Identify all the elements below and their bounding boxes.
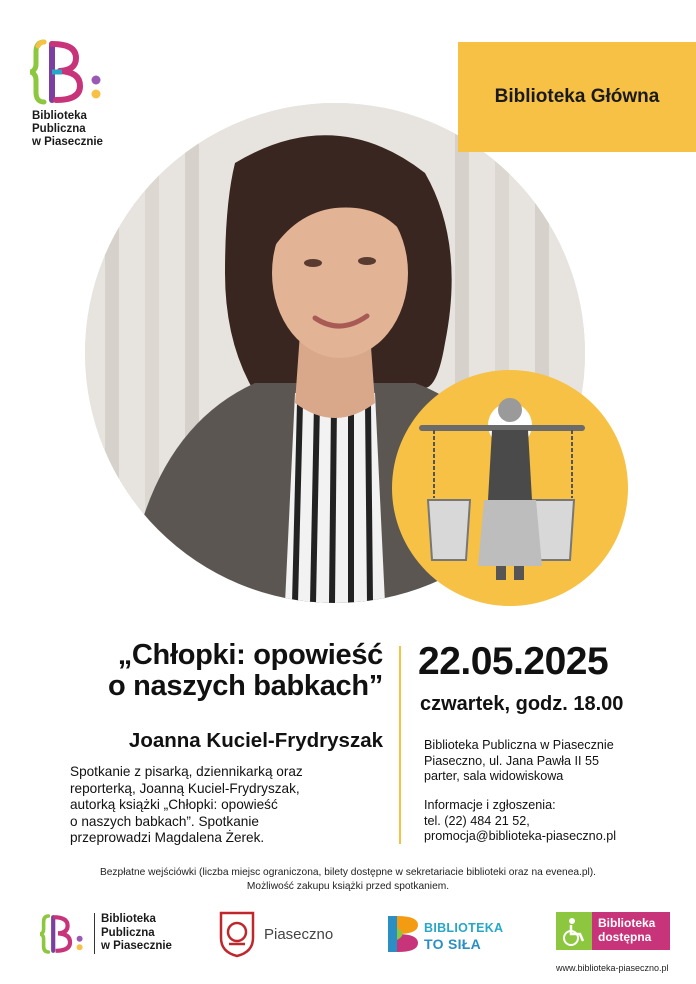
- biblioteka-to-sila-logo: [386, 914, 516, 958]
- library-logo: [30, 36, 140, 148]
- peasant-woman-with-buckets-icon: [392, 370, 628, 606]
- bts-line-1: BIBLIOTEKA: [424, 921, 504, 935]
- desc-line-2: reporterką, Joanną Kuciel-Frydryszak,: [70, 780, 300, 796]
- info-email[interactable]: promocja@biblioteka-piaseczno.pl: [424, 829, 616, 843]
- event-title-line-2: o naszych babkach”: [107, 670, 383, 702]
- bd-line-2: dostępna: [598, 930, 652, 944]
- ticket-note-line-1: Bezpłatne wejściówki (liczba miejsc ograniczona, bilety dostępne w sekretariacie biblioteki oraz na evenea.pl).: [99, 867, 597, 878]
- info-phone[interactable]: tel. (22) 484 21 52,: [424, 813, 530, 828]
- logo-line-3: w Piasecznie: [32, 136, 103, 148]
- footer-logo-line-1: Biblioteka: [101, 913, 156, 925]
- event-title: [63, 640, 383, 702]
- footer-library-logo: [40, 910, 190, 960]
- addr-line-3: parter, sala widowiskowa: [424, 769, 564, 783]
- website-link[interactable]: www.biblioteka-piaseczno.pl: [556, 963, 669, 973]
- desc-line-3: autorką książki „Chłopki: opowieść: [70, 797, 278, 812]
- event-time: czwartek, godz. 18.00: [420, 693, 624, 715]
- addr-line-2: Piaseczno, ul. Jana Pawła II 55: [424, 753, 600, 768]
- library-logo-mark-icon: [30, 36, 110, 108]
- event-address: [424, 738, 684, 785]
- biblioteka-to-sila-mark-icon: [386, 914, 420, 954]
- info-heading: Informacje i zgłoszenia:: [424, 798, 556, 812]
- desc-line-5: przeprowadzi Magdalena Żerek.: [70, 830, 265, 845]
- location-badge-label: Biblioteka Główna: [494, 86, 660, 107]
- dostepna-label: [592, 912, 670, 950]
- footer-library-logo-text: [94, 913, 172, 954]
- ticket-note: [0, 866, 696, 893]
- author-name: Joanna Kuciel-Frydryszak: [128, 729, 383, 752]
- book-illustration-circle: [392, 370, 628, 606]
- divider-line: [399, 646, 401, 844]
- library-logo-text: [32, 110, 142, 149]
- wheelchair-icon: [556, 912, 592, 950]
- biblioteka-dostepna-logo: [556, 912, 670, 950]
- piaseczno-logo: [218, 910, 348, 960]
- piaseczno-coat-of-arms-icon: [218, 910, 256, 958]
- accessibility-block: [556, 912, 592, 950]
- event-title-line-1: „Chłopki: opowieść: [117, 639, 383, 671]
- footer-logo-line-2: Publiczna: [101, 926, 155, 939]
- desc-line-1: Spotkanie z pisarką, dziennikarką oraz: [70, 764, 303, 779]
- ticket-note-line-2: Możliwość zakupu książki przed spotkaniem.: [246, 880, 450, 892]
- addr-line-1: Biblioteka Publiczna w Piasecznie: [424, 738, 614, 752]
- event-date: 22.05.2025: [418, 640, 609, 683]
- logo-line-1: Biblioteka: [32, 110, 87, 122]
- bts-line-2: TO SIŁA: [424, 936, 482, 952]
- piaseczno-logo-text: Piaseczno: [264, 926, 334, 943]
- library-logo-small-icon: [40, 910, 88, 958]
- event-description: [70, 764, 380, 847]
- logo-line-2: Publiczna: [32, 123, 86, 135]
- desc-line-4: o naszych babkach”. Spotkanie: [70, 813, 259, 829]
- footer-logo-line-3: w Piasecznie: [101, 940, 172, 952]
- location-badge: [458, 42, 696, 152]
- bd-line-1: Biblioteka: [598, 916, 656, 930]
- contact-info: [424, 798, 694, 845]
